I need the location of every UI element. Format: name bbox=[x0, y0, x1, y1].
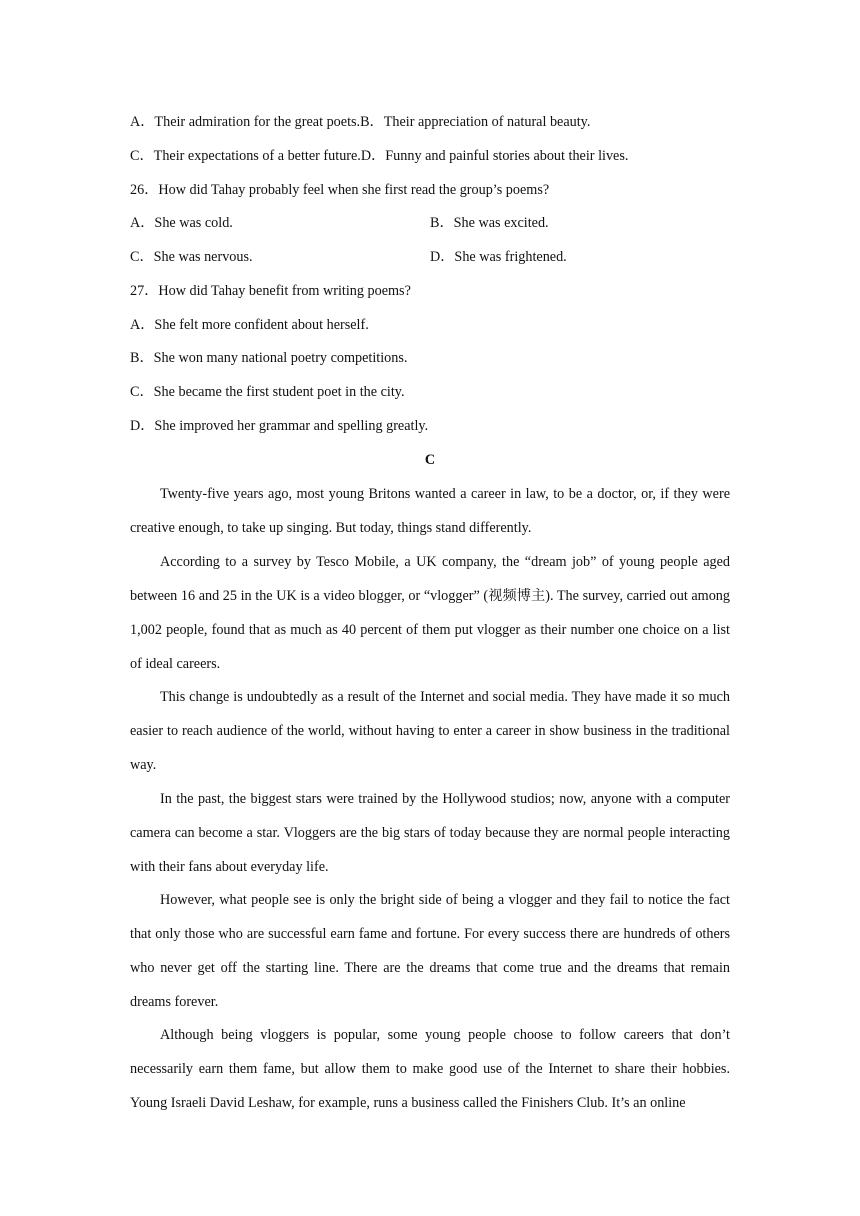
section-c-paragraph-1: Twenty-five years ago, most young Britons wanted a career in law, to be a doctor, or, if they were creative enough, to take up singing. But today, things stand differently. bbox=[130, 486, 730, 536]
q27-option-b: B．She won many national poetry competitions. bbox=[130, 350, 408, 366]
section-c-paragraph-5: However, what people see is only the bright side of being a vlogger and they fail to notice the fact that only those who are successful earn fame and fortune. For every success there are hundreds of others who never get off the starting line. There are the dreams that come true and the dreams that remain dreams forever. bbox=[130, 892, 730, 1010]
section-c-paragraph-2: According to a survey by Tesco Mobile, a UK company, the “dream job” of young people aged between 16 and 25 in the UK is a video blogger, or “vlogger” (视频博主). The survey, carried out among 1,002 people, found that as much as 40 percent of them put vlogger as their number one choice on a list of ideal careers. bbox=[130, 554, 730, 672]
q27-option-d: D．She improved her grammar and spelling greatly. bbox=[130, 418, 429, 434]
q27-stem: 27．How did Tahay benefit from writing poems? bbox=[130, 283, 411, 299]
q26-option-c: C．She was nervous. bbox=[130, 249, 253, 265]
section-c-paragraph-4: In the past, the biggest stars were trained by the Hollywood studios; now, anyone with a computer camera can become a star. Vloggers are the big stars of today because they are normal people interacting with their fans about everyday life. bbox=[130, 791, 730, 875]
q25-options-ab: A．Their admiration for the great poets.B．Their appreciation of natural beauty. bbox=[130, 114, 591, 130]
q27-option-c: C．She became the first student poet in the city. bbox=[130, 384, 405, 400]
q26-options-row1 bbox=[130, 214, 549, 232]
q26-option-b: B．She was excited. bbox=[430, 215, 549, 231]
q25-options-cd: C．Their expectations of a better future.D．Funny and painful stories about their lives. bbox=[130, 148, 629, 164]
q26-stem: 26．How did Tahay probably feel when she first read the group’s poems? bbox=[130, 182, 550, 198]
section-c-paragraph-6: Although being vloggers is popular, some young people choose to follow careers that don’t necessarily earn them fame, but allow them to make good use of the Internet to share their hobbies. Young Israeli David Leshaw, for example, runs a business called the Finishers Club. It’s an online bbox=[130, 1027, 730, 1111]
q26-option-a: A．She was cold. bbox=[130, 215, 233, 231]
section-c-heading: C bbox=[424, 452, 436, 468]
section-c-paragraph-3: This change is undoubtedly as a result of the Internet and social media. They have made it so much easier to reach audience of the world, without having to enter a career in show business in the traditional way. bbox=[130, 689, 730, 773]
q27-option-a: A．She felt more confident about herself. bbox=[130, 317, 369, 333]
q26-option-d: D．She was frightened. bbox=[430, 249, 567, 265]
q26-options-row2 bbox=[130, 248, 567, 266]
